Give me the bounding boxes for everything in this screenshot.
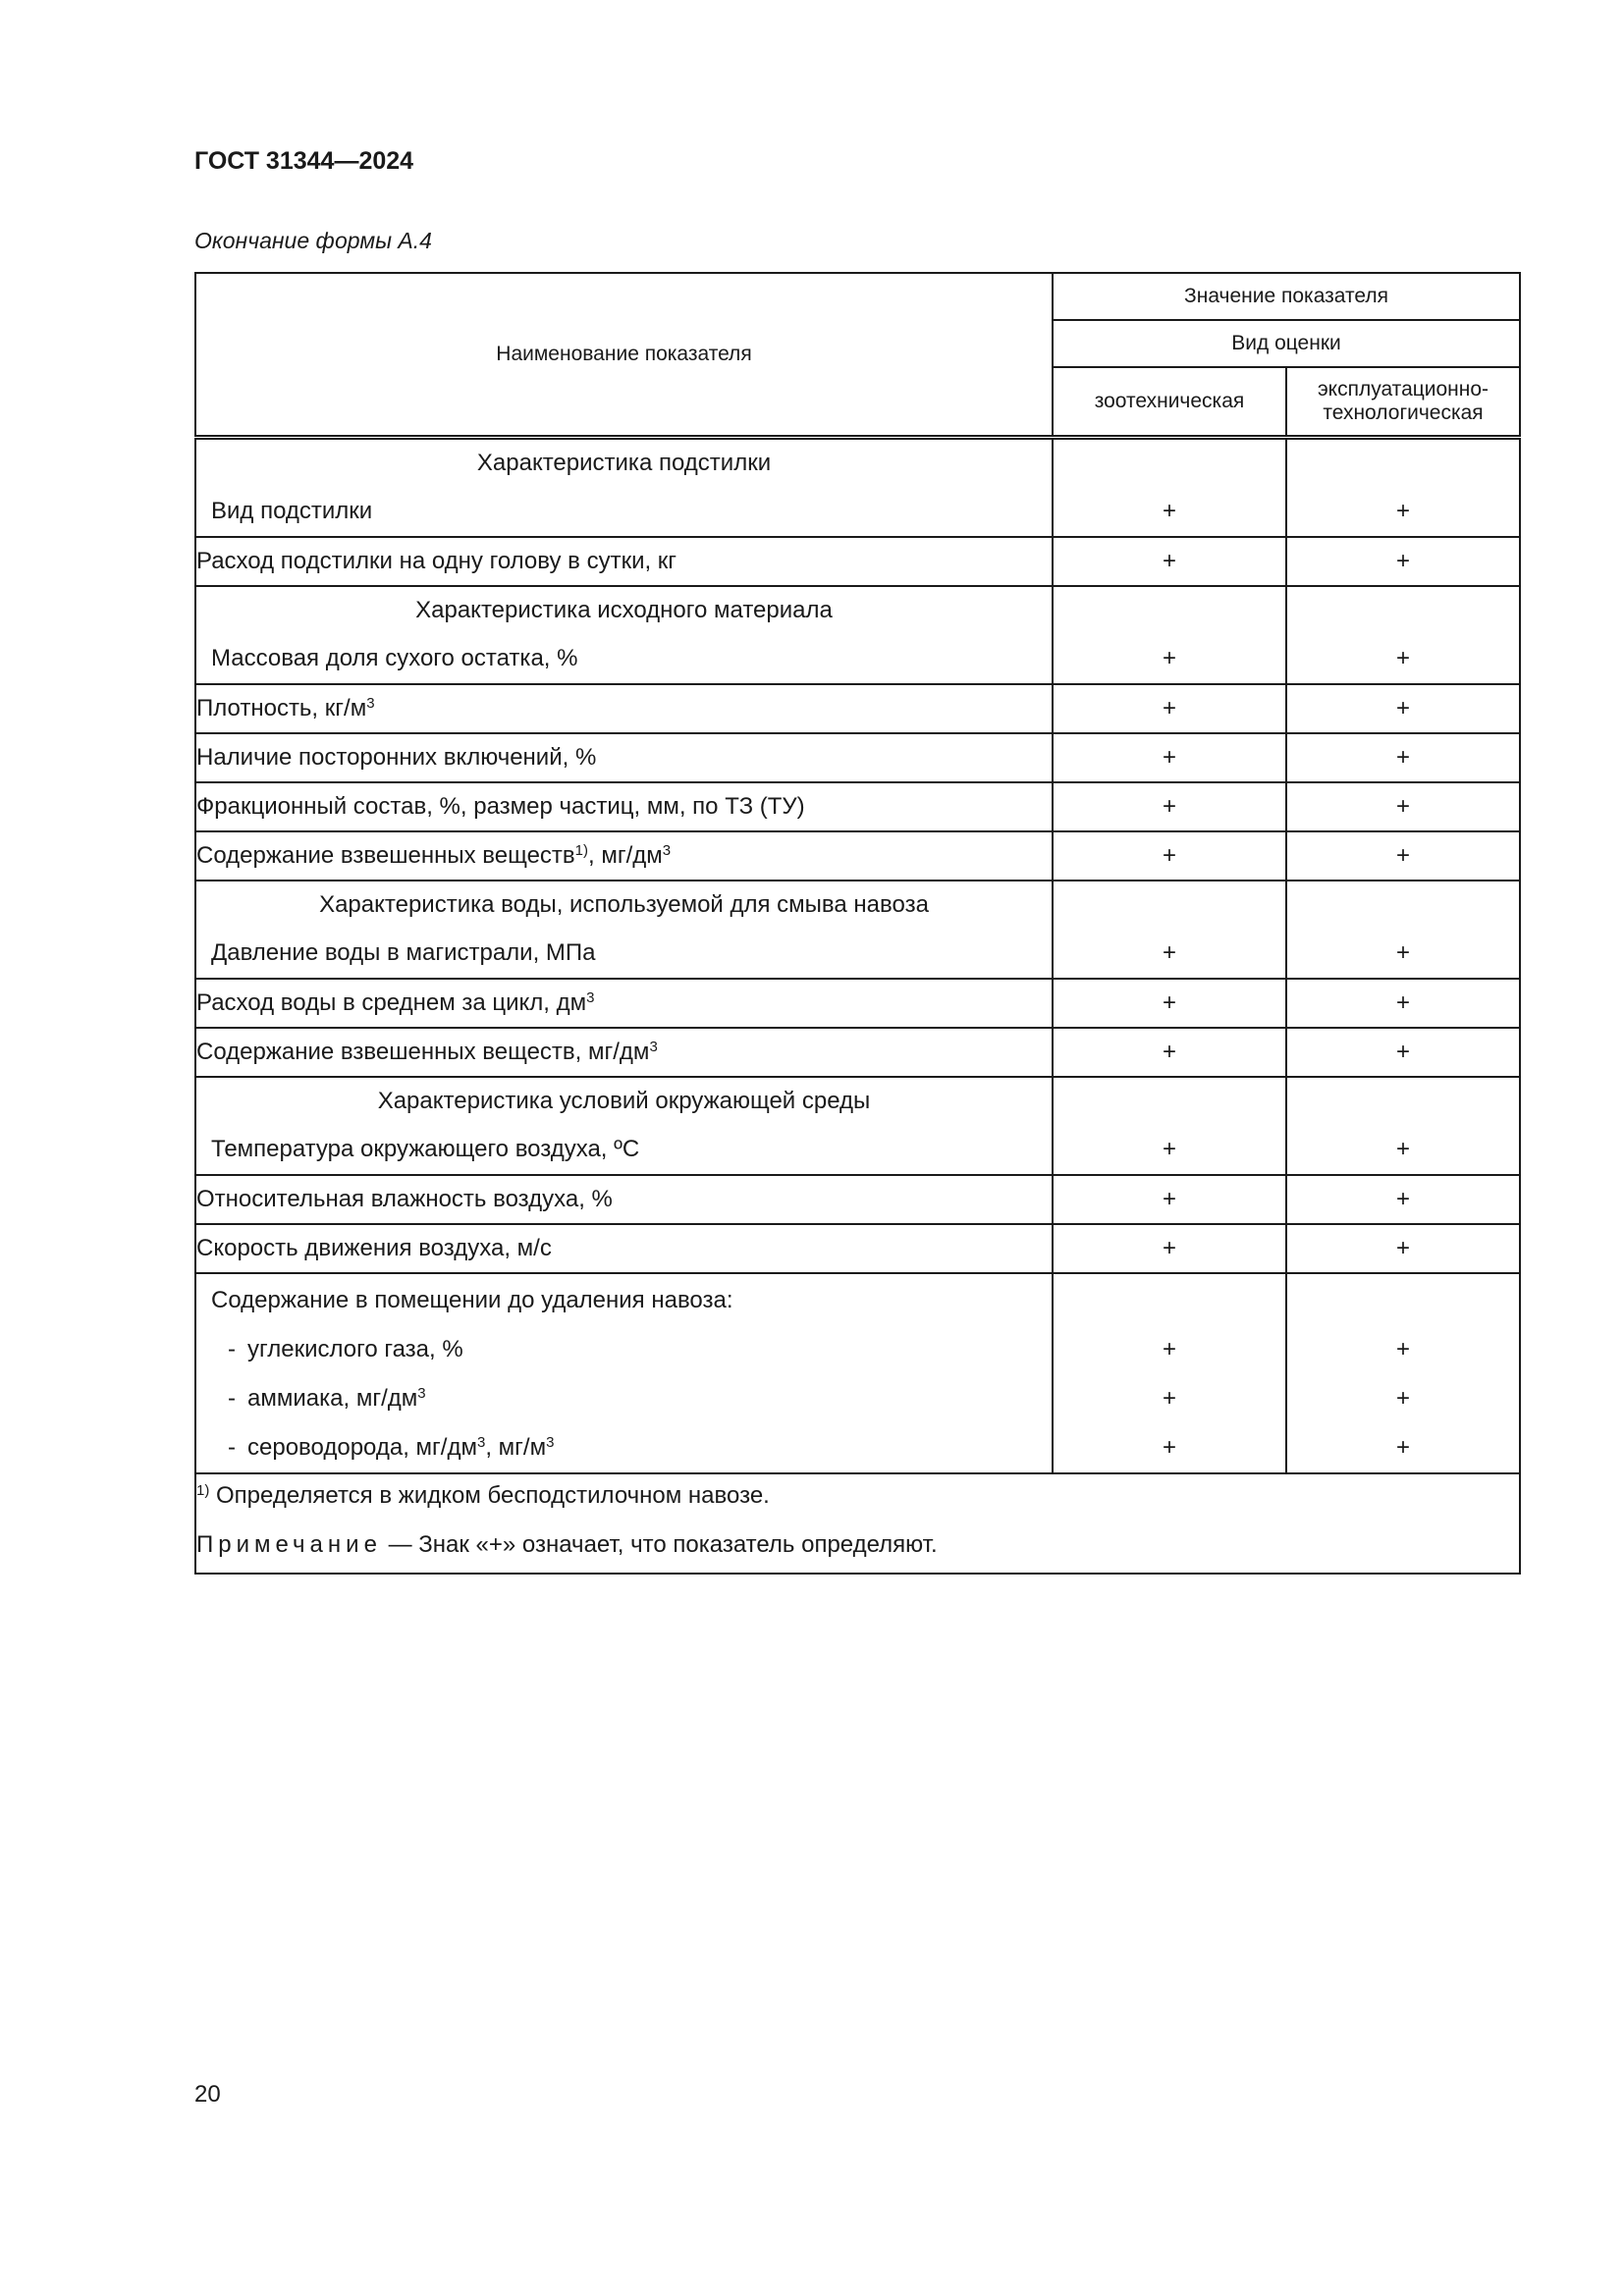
row-label: Содержание взвешенных веществ, $мг/дм^3$	[195, 1028, 1053, 1077]
table-row	[195, 1175, 1520, 1224]
row-label: Наличие посторонних включений, %	[195, 733, 1053, 782]
table-footer	[195, 1473, 1520, 1574]
sub-row-label: - сероводорода, $мг/дм^3$, $мг/м^3$	[228, 1434, 555, 1461]
mark-exp: +	[1286, 684, 1520, 733]
mark-zoo: +	[1053, 733, 1286, 782]
mark-exp: +	[1286, 782, 1520, 831]
group-title: Содержание в помещении до удаления навоза:	[211, 1287, 733, 1313]
row-label: Температура окружающего воздуха, ºС	[211, 1136, 640, 1162]
sub-row-label: - аммиака, $мг/дм^3$	[228, 1385, 426, 1412]
col-header-operational	[1286, 367, 1520, 438]
row-label: Относительная влажность воздуха, %	[195, 1175, 1053, 1224]
group-room-content	[195, 1273, 1520, 1473]
table-row	[195, 831, 1520, 881]
indicator-table	[194, 272, 1521, 1575]
group-title: Характеристика условий окружающей среды	[377, 1088, 871, 1114]
table-row	[195, 684, 1520, 733]
col-header-operational-line2: технологическая	[1323, 401, 1484, 424]
col-header-value: Значение показателя	[1053, 273, 1520, 320]
footnote: $^{1)}$ Определяется в жидком бесподстилочном навозе.	[196, 1482, 770, 1509]
row-label: Скорость движения воздуха, м/с	[195, 1224, 1053, 1273]
table-row	[195, 537, 1520, 586]
mark-exp: +	[1286, 1224, 1520, 1273]
mark-zoo: +	[1053, 1028, 1286, 1077]
mark-zoo: +	[1162, 498, 1176, 524]
mark-zoo: +	[1053, 1224, 1286, 1273]
sub-row-label: - углекислого газа, %	[228, 1336, 463, 1362]
mark-exp: +	[1396, 1336, 1411, 1362]
group-water	[195, 881, 1520, 979]
mark-exp: +	[1396, 498, 1411, 524]
row-label: Расход подстилки на одну голову в сутки, кг	[195, 537, 1053, 586]
mark-zoo: +	[1162, 1385, 1176, 1412]
row-label: Массовая доля сухого остатка, %	[211, 645, 578, 671]
note-text: — Знак «+» означает, что показатель определяют.	[381, 1531, 938, 1558]
table-row	[195, 1028, 1520, 1077]
mark-exp: +	[1396, 645, 1411, 671]
mark-zoo: +	[1053, 1175, 1286, 1224]
col-header-operational-line1: эксплуатационно-	[1317, 378, 1489, 400]
mark-exp: +	[1396, 1434, 1411, 1461]
page-number: 20	[194, 2081, 221, 2108]
row-label: Фракционный состав, %, размер частиц, мм, по ТЗ (ТУ)	[195, 782, 1053, 831]
row-label: Плотность, $кг/м^3$	[195, 684, 1053, 733]
row-label: Давление воды в магистрали, МПа	[211, 939, 596, 966]
mark-zoo: +	[1162, 1336, 1176, 1362]
row-label: Вид подстилки	[211, 498, 373, 524]
mark-exp: +	[1286, 1028, 1520, 1077]
mark-exp: +	[1286, 979, 1520, 1028]
mark-exp: +	[1286, 1175, 1520, 1224]
mark-zoo: +	[1162, 939, 1176, 966]
col-header-zootechnical: зоотехническая	[1053, 367, 1286, 438]
document-code: ГОСТ 31344—2024	[194, 147, 414, 175]
group-source-material	[195, 586, 1520, 684]
group-title: Характеристика исходного материала	[415, 597, 833, 623]
mark-exp: +	[1396, 939, 1411, 966]
mark-exp: +	[1286, 537, 1520, 586]
table-row	[195, 1224, 1520, 1273]
group-title: Характеристика подстилки	[476, 450, 772, 476]
note	[196, 1518, 1519, 1573]
group-litter	[195, 438, 1520, 538]
mark-exp: +	[1396, 1136, 1411, 1162]
mark-zoo: +	[1162, 645, 1176, 671]
mark-zoo: +	[1162, 1136, 1176, 1162]
mark-exp: +	[1286, 831, 1520, 881]
table-row	[195, 979, 1520, 1028]
mark-zoo: +	[1162, 1434, 1176, 1461]
note-label: Примечание	[196, 1531, 382, 1558]
mark-exp: +	[1396, 1385, 1411, 1412]
mark-zoo: +	[1053, 684, 1286, 733]
col-header-assessment: Вид оценки	[1053, 320, 1520, 367]
mark-exp: +	[1286, 733, 1520, 782]
col-header-name: Наименование показателя	[195, 273, 1053, 438]
row-label: Содержание взвешенных веществ$^{1)}$, $мг/дм^3$	[195, 831, 1053, 881]
mark-zoo: +	[1053, 831, 1286, 881]
mark-zoo: +	[1053, 979, 1286, 1028]
group-environment	[195, 1077, 1520, 1175]
table-row	[195, 782, 1520, 831]
mark-zoo: +	[1053, 782, 1286, 831]
table-row	[195, 733, 1520, 782]
form-caption: Окончание формы А.4	[194, 228, 432, 253]
mark-zoo: +	[1053, 537, 1286, 586]
row-label: Расход воды в среднем за цикл, $дм^3$	[195, 979, 1053, 1028]
group-title: Характеристика воды, используемой для смыва навоза	[319, 891, 929, 918]
